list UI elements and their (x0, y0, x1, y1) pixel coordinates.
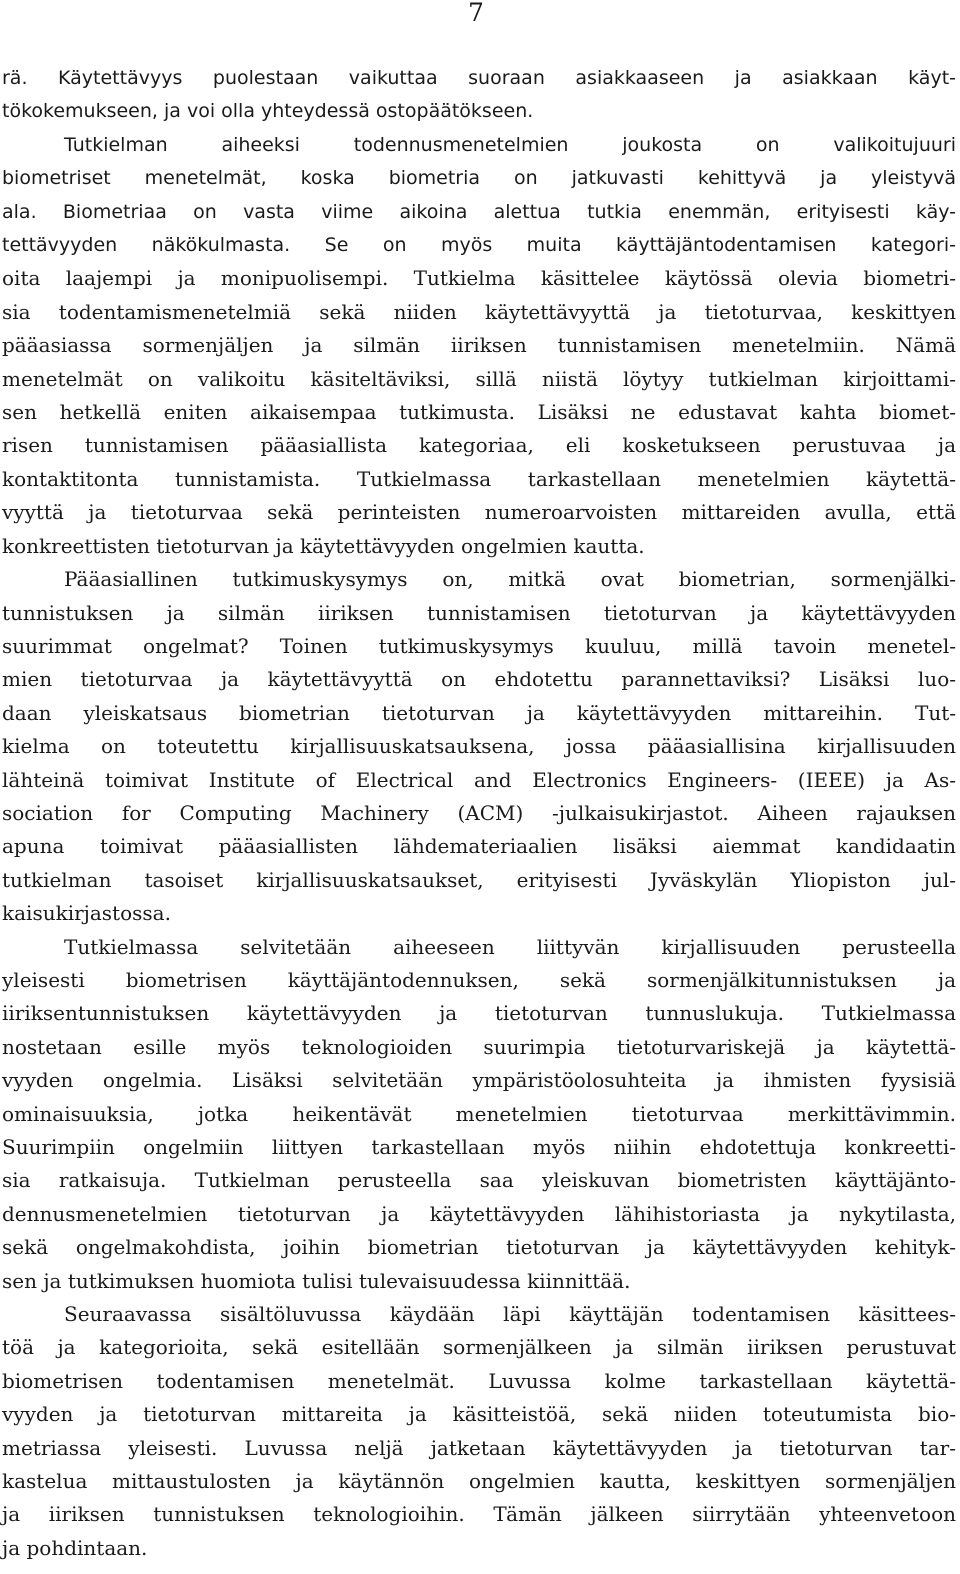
text-line: tunnistuksen ja silmän iiriksen tunnistamisen tietoturvan ja käytettävyyden (2, 600, 956, 625)
text-line: tutkielman tasoiset kirjallisuuskatsaukset, erityisesti Jyväskylän Yliopiston jul- (2, 867, 956, 892)
text-line: biometrisen todentamisen menetelmät. Luvussa kolme tarkastellaan käytettä- (2, 1368, 956, 1393)
text-line: Tutkielman aiheeksi todennusmenetelmien joukosta on valikoitujuuri (64, 133, 956, 156)
text-line: oita laajempi ja monipuolisempi. Tutkielma käsittelee käytössä olevia biometri- (2, 266, 956, 291)
text-line: kielma on toteutettu kirjallisuuskatsauksena, jossa pääasiallisina kirjallisuuden (2, 734, 956, 759)
text-line: kaisukirjastossa. (2, 901, 171, 926)
text-line: Seuraavassa sisältöluvussa käydään läpi käyttäjän todentamisen käsittees- (64, 1302, 956, 1327)
text-line: nostetaan esille myös teknologioiden suurimpia tietoturvariskejä ja käytettä- (2, 1034, 956, 1059)
body-text (2, 62, 956, 1565)
text-line: mien tietoturvaa ja käytettävyyttä on ehdotettu parannettaviksi? Lisäksi luo- (2, 667, 956, 692)
text-line: vyyttä ja tietoturvaa sekä perinteisten numeroarvoisten mittareiden avulla, että (2, 500, 956, 525)
text-line: kastelua mittaustulosten ja käytännön ongelmien kautta, keskittyen sormenjäljen (2, 1469, 956, 1494)
text-line: iiriksentunnistuksen käytettävyyden ja tietoturvan tunnuslukuja. Tutkielmassa (2, 1001, 956, 1026)
text-line: ala. Biometriaa on vasta viime aikoina alettua tutkia enemmän, erityisesti käy- (2, 200, 956, 223)
text-line: sekä ongelmakohdista, joihin biometrian tietoturvan ja käytettävyyden kehityk- (2, 1235, 956, 1260)
text-line: biometriset menetelmät, koska biometria on jatkuvasti kehittyvä ja yleistyvä (2, 167, 956, 190)
text-line: Suurimpiin ongelmiin liittyen tarkastellaan myös niihin ehdotettuja konkreetti- (2, 1135, 956, 1159)
text-line: rä. Käytettävyys puolestaan vaikuttaa suoraan asiakkaaseen ja asiakkaan käyt- (2, 67, 956, 89)
text-line: sociation for Computing Machinery (ACM) -julkaisukirjastot. Aiheen rajauksen (2, 800, 956, 825)
text-line: apuna toimivat pääasiallisten lähdemateriaalien lisäksi aiemmat kandidaatin (2, 834, 956, 859)
text-line: ja iiriksen tunnistuksen teknologioihin. Tämän jälkeen siirrytään yhteenvetoon (2, 1502, 956, 1527)
text-line: kontaktitonta tunnistamista. Tutkielmassa tarkastellaan menetelmien käytettä- (2, 466, 956, 491)
text-line: sen ja tutkimuksen huomiota tulisi tulevaisuudessa kiinnittää. (2, 1268, 631, 1293)
text-line: vyyden ongelmia. Lisäksi selvitetään ympäristöolosuhteita ja ihmisten fyysisiä (2, 1068, 956, 1093)
text-line: Pääasiallinen tutkimuskysymys on, mitkä ovat biometrian, sormenjälki- (64, 567, 956, 592)
text-line: yleisesti biometrisen käyttäjäntodennuksen, sekä sormenjälkitunnistuksen ja (2, 967, 956, 992)
text-line: sia todentamismenetelmiä sekä niiden käytettävyyttä ja tietoturvaa, keskittyen (2, 299, 956, 324)
text-line: suurimmat ongelmat? Toinen tutkimuskysymys kuuluu, millä tavoin menetel- (2, 633, 956, 658)
text-line: ja pohdintaan. (2, 1535, 148, 1560)
text-line: tettävyyden näkökulmasta. Se on myös muita käyttäjäntodentamisen kategori- (2, 234, 956, 257)
text-line: pääasiassa sormenjäljen ja silmän iiriksen tunnistamisen menetelmiin. Nämä (2, 333, 956, 358)
text-line: vyyden ja tietoturvan mittareita ja käsitteistöä, sekä niiden toteutumista bio- (2, 1402, 956, 1427)
text-line: risen tunnistamisen pääasiallista kategoriaa, eli kosketukseen perustuvaa ja (2, 433, 956, 458)
text-line: metriassa yleisesti. Luvussa neljä jatketaan käytettävyyden ja tietoturvan tar- (2, 1435, 956, 1460)
text-line: menetelmät on valikoitu käsiteltäviksi, sillä niistä löytyy tutkielman kirjoittami- (2, 366, 956, 391)
text-line: konkreettisten tietoturvan ja käytettävyyden ongelmien kautta. (2, 533, 645, 558)
text-line: tökokemukseen, ja voi olla yhteydessä ostopäätökseen. (2, 100, 534, 123)
text-line: ominaisuuksia, jotka heikentävät menetelmien tietoturvaa merkittävimmin. (2, 1101, 956, 1126)
text-line: Tutkielmassa selvitetään aiheeseen liittyvän kirjallisuuden perusteella (64, 934, 956, 959)
page-number: 7 (468, 0, 484, 27)
text-line: sia ratkaisuja. Tutkielman perusteella saa yleiskuvan biometristen käyttäjänto- (2, 1168, 956, 1193)
text-line: lähteinä toimivat Institute of Electrical and Electronics Engineers- (IEEE) ja As- (2, 767, 956, 792)
text-line: töä ja kategorioita, sekä esitellään sormenjälkeen ja silmän iiriksen perustuvat (2, 1335, 956, 1360)
text-line: daan yleiskatsaus biometrian tietoturvan ja käytettävyyden mittareihin. Tut- (2, 700, 956, 725)
text-line: dennusmenetelmien tietoturvan ja käytettävyyden lähihistoriasta ja nykytilasta, (2, 1201, 956, 1226)
text-line: sen hetkellä eniten aikaisempaa tutkimusta. Lisäksi ne edustavat kahta biomet- (2, 400, 956, 425)
